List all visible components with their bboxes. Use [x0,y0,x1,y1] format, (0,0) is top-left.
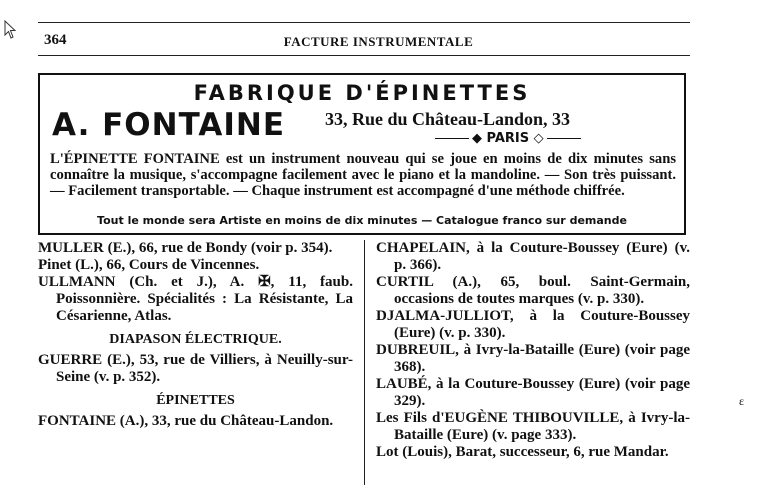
header-rule [38,55,690,56]
right-column [376,240,690,461]
left-column [38,240,353,430]
list-entry: Pinet (L.), 66, Cours de Vincennes. [38,257,260,273]
list-entry: CHAPELAIN, à la Couture-Boussey (Eure) (v. p. 366). [376,240,690,273]
ad-title: FABRIQUE D'ÉPINETTES [193,81,531,105]
list-entry: MULLER (E.), 66, rue de Bondy (voir p. 354). [38,240,333,256]
list-entry: ULLMANN (Ch. et J.), A. ✠, 11, faub. Poissonnière. Spécialités : La Résistante, La Césarienne, Atlas. [38,274,353,324]
page-number: 364 [44,32,67,48]
section-heading: ÉPINETTES [156,393,235,408]
column-divider [364,240,365,485]
running-title: FACTURE INSTRUMENTALE [283,34,474,49]
list-entry: LAUBÉ, à la Couture-Boussey (Eure) (voir page 329). [376,376,690,409]
advertisement-box [38,73,686,235]
list-entry: Les Fils d'EUGÈNE THIBOUVILLE, à Ivry-la-Bataille (Eure) (v. page 333). [376,410,690,443]
list-entry: Lot (Louis), Barat, successeur, 6, rue Mandar. [376,444,669,460]
list-entry: CURTIL (A.), 65, boul. Saint-Germain, occasions de toutes marques (v. p. 330). [376,274,690,307]
right-dash [547,138,581,139]
stray-mark: ɛ [739,394,745,408]
ad-city: PARIS [486,131,530,146]
list-entry: FONTAINE (A.), 33, rue du Château-Landon. [38,413,334,429]
list-entry: GUERRE (E.), 53, rue de Villiers, à Neuilly-sur-Seine (v. p. 352). [38,352,353,385]
ad-footer: Tout le monde sera Artiste en moins de dix minutes — Catalogue franco sur demande [97,214,627,227]
list-entry: DJALMA-JULLIOT, à la Couture-Boussey (Eure) (v. p. 330). [376,308,690,341]
ad-address: 33, Rue du Château-Landon, 33 [325,109,571,129]
left-dash [435,138,469,139]
ad-company-name: A. FONTAINE [52,107,285,143]
top-rule [38,22,690,23]
section-heading: DIAPASON ÉLECTRIQUE. [109,332,282,347]
list-entry: DUBREUIL, à Ivry-la-Bataille (Eure) (voir page 368). [376,342,690,375]
ad-city-line: ◆ PARIS ◇ [432,131,584,146]
ad-body-text: L'ÉPINETTE FONTAINE est un instrument nouveau qui se joue en moins de dix minutes sans connaître la musique, s'accompagne facilement avec le piano et la mandoline. — Son très puissant. — Facilement transportable. — Chaque instrument est accompagné d'une méthode chiffrée. [50,151,676,199]
